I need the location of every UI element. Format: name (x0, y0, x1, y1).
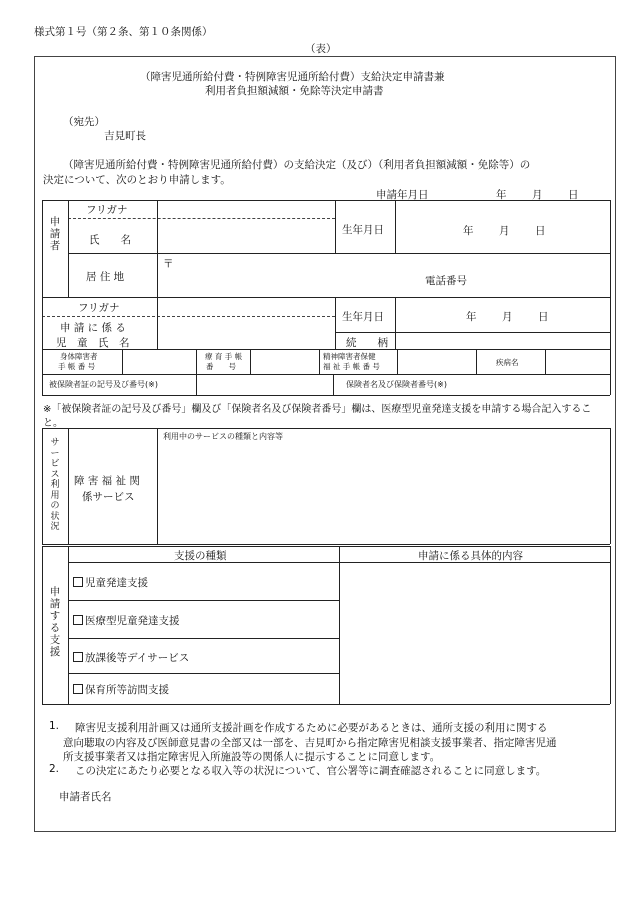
service-detail-label: 利用中のサービスの種類と内容等 (163, 432, 283, 441)
physical-handbook-label-line1: 身体障害者 (60, 352, 98, 361)
form-title-line2: 利用者負担額減額・免除等決定申請書 (205, 85, 384, 97)
applicant-name-field[interactable] (158, 219, 334, 252)
intro-line2: 決定について、次のとおり申請します。 (43, 174, 231, 186)
child-birthdate-label: 生年月日 (342, 311, 384, 323)
physical-handbook-label-line2: 手 帳 番 号 (58, 362, 96, 371)
insurer-field[interactable] (470, 375, 609, 394)
consent-2-line1: この決定にあたり必要となる収入等の状況について、官公署等に調査確認されることに同意します。 (75, 765, 547, 777)
application-date-year: 年 (496, 189, 507, 201)
applicant-furigana-label: フリガナ (86, 204, 128, 216)
checkbox-icon[interactable] (73, 577, 83, 587)
service-usage-section-label: サービス利用の状況 (50, 438, 60, 532)
support-type-header: 支援の種類 (174, 550, 227, 562)
support-option-nursery-visit-support[interactable] (73, 682, 169, 697)
service-detail-field[interactable] (158, 445, 609, 543)
applicant-address-label: 居 住 地 (86, 271, 125, 283)
applicant-address-field[interactable] (158, 254, 609, 296)
insurance-note-line1: ※「被保険者証の記号及び番号」欄及び「保険者名及び保険者番号」欄は、医療型児童発達支援を申請する場合記入するこ (43, 404, 592, 415)
side-label: （表） (305, 43, 337, 55)
consent-2-number: 2. (49, 763, 60, 775)
consent-1-line1: 障害児支援利用計画又は通所支援計画を作成するために必要があるときは、通所支援の利用に関する (75, 722, 548, 734)
child-birth-year: 年 (466, 311, 477, 323)
support-option-label: 児童発達支援 (85, 577, 148, 589)
application-date-month: 月 (532, 189, 543, 201)
applicant-furigana-field[interactable] (158, 201, 334, 217)
support-content-header: 申請に係る具体的内容 (418, 550, 523, 562)
support-content-field[interactable] (340, 563, 609, 703)
child-name-field[interactable] (158, 298, 334, 348)
child-birth-month: 月 (502, 311, 513, 323)
applicant-birth-month: 月 (499, 225, 510, 237)
support-option-after-school-day-service[interactable] (73, 650, 189, 665)
support-option-label: 放課後等デイサービス (85, 652, 190, 664)
checkbox-icon[interactable] (73, 684, 83, 694)
applicant-section-label: 申請者 (49, 216, 61, 252)
mental-handbook-label-line1: 精神障害者保健 (323, 352, 376, 361)
form-number: 様式第１号（第２条、第１０条関係） (34, 26, 213, 38)
insurer-label: 保険者名及び保険者番号(※) (346, 380, 447, 389)
applicant-birth-year: 年 (463, 225, 474, 237)
phone-label: 電話番号 (425, 275, 467, 287)
rehab-handbook-label-line2: 番 号 (206, 362, 236, 371)
applicant-birthdate-label: 生年月日 (342, 224, 384, 236)
welfare-services-label-line1: 障 害 福 祉 関 (74, 475, 140, 487)
insured-card-field[interactable] (197, 375, 332, 394)
checkbox-icon[interactable] (73, 615, 83, 625)
rehab-handbook-label-line1: 療 育 手 帳 (205, 352, 243, 361)
signature-field[interactable] (130, 784, 380, 806)
support-section-label: 申請する支援 (49, 586, 61, 658)
mental-handbook-label-line2: 福 祉 手 帳 番 号 (323, 362, 380, 371)
checkbox-icon[interactable] (73, 652, 83, 662)
child-furigana-label: フリガナ (78, 302, 120, 314)
support-option-medical-child-development[interactable] (73, 613, 180, 628)
child-birth-day: 日 (538, 311, 549, 323)
addressee: 吉見町長 (104, 130, 146, 142)
support-option-label: 医療型児童発達支援 (85, 615, 180, 627)
support-option-label: 保育所等訪問支援 (85, 684, 169, 696)
consent-1-line2: 意向聴取の内容及び医師意見書の全部又は一部を、吉見町から指定障害児相談支援事業者、指定障害児通 (63, 737, 557, 749)
child-name-label-line2: 児 童 氏 名 (56, 337, 130, 349)
child-relation-label: 続 柄 (346, 337, 388, 349)
welfare-services-label-line2: 係サービス (82, 491, 135, 503)
consent-1-number: 1. (49, 720, 60, 732)
form-title-line1: （障害児通所給付費・特例障害児通所給付費）支給決定申請書兼 (140, 71, 445, 83)
support-option-child-development[interactable] (73, 575, 148, 590)
applicant-name-label: 氏 名 (89, 234, 131, 246)
consent-1-line3: 所支援事業者又は指定障害児入所施設等の関係人に提示することに同意します。 (63, 751, 441, 763)
disease-label: 疾病名 (496, 358, 519, 367)
signature-label: 申請者氏名 (59, 791, 112, 803)
addressee-label: （宛先） (63, 116, 105, 128)
applicant-birth-day: 日 (535, 225, 546, 237)
application-date-day: 日 (568, 189, 579, 201)
insurance-note-line2: と。 (43, 418, 63, 429)
intro-line1: （障害児通所給付費・特例障害児通所給付費）の支給決定（及び）（利用者負担額減額・免除等）の (63, 159, 531, 171)
child-name-label-line1: 申 請 に 係 る (60, 322, 126, 334)
insured-card-label: 被保険者証の記号及び番号(※) (49, 380, 158, 389)
postal-mark: 〒 (163, 258, 174, 270)
application-date-label: 申請年月日 (376, 189, 429, 201)
